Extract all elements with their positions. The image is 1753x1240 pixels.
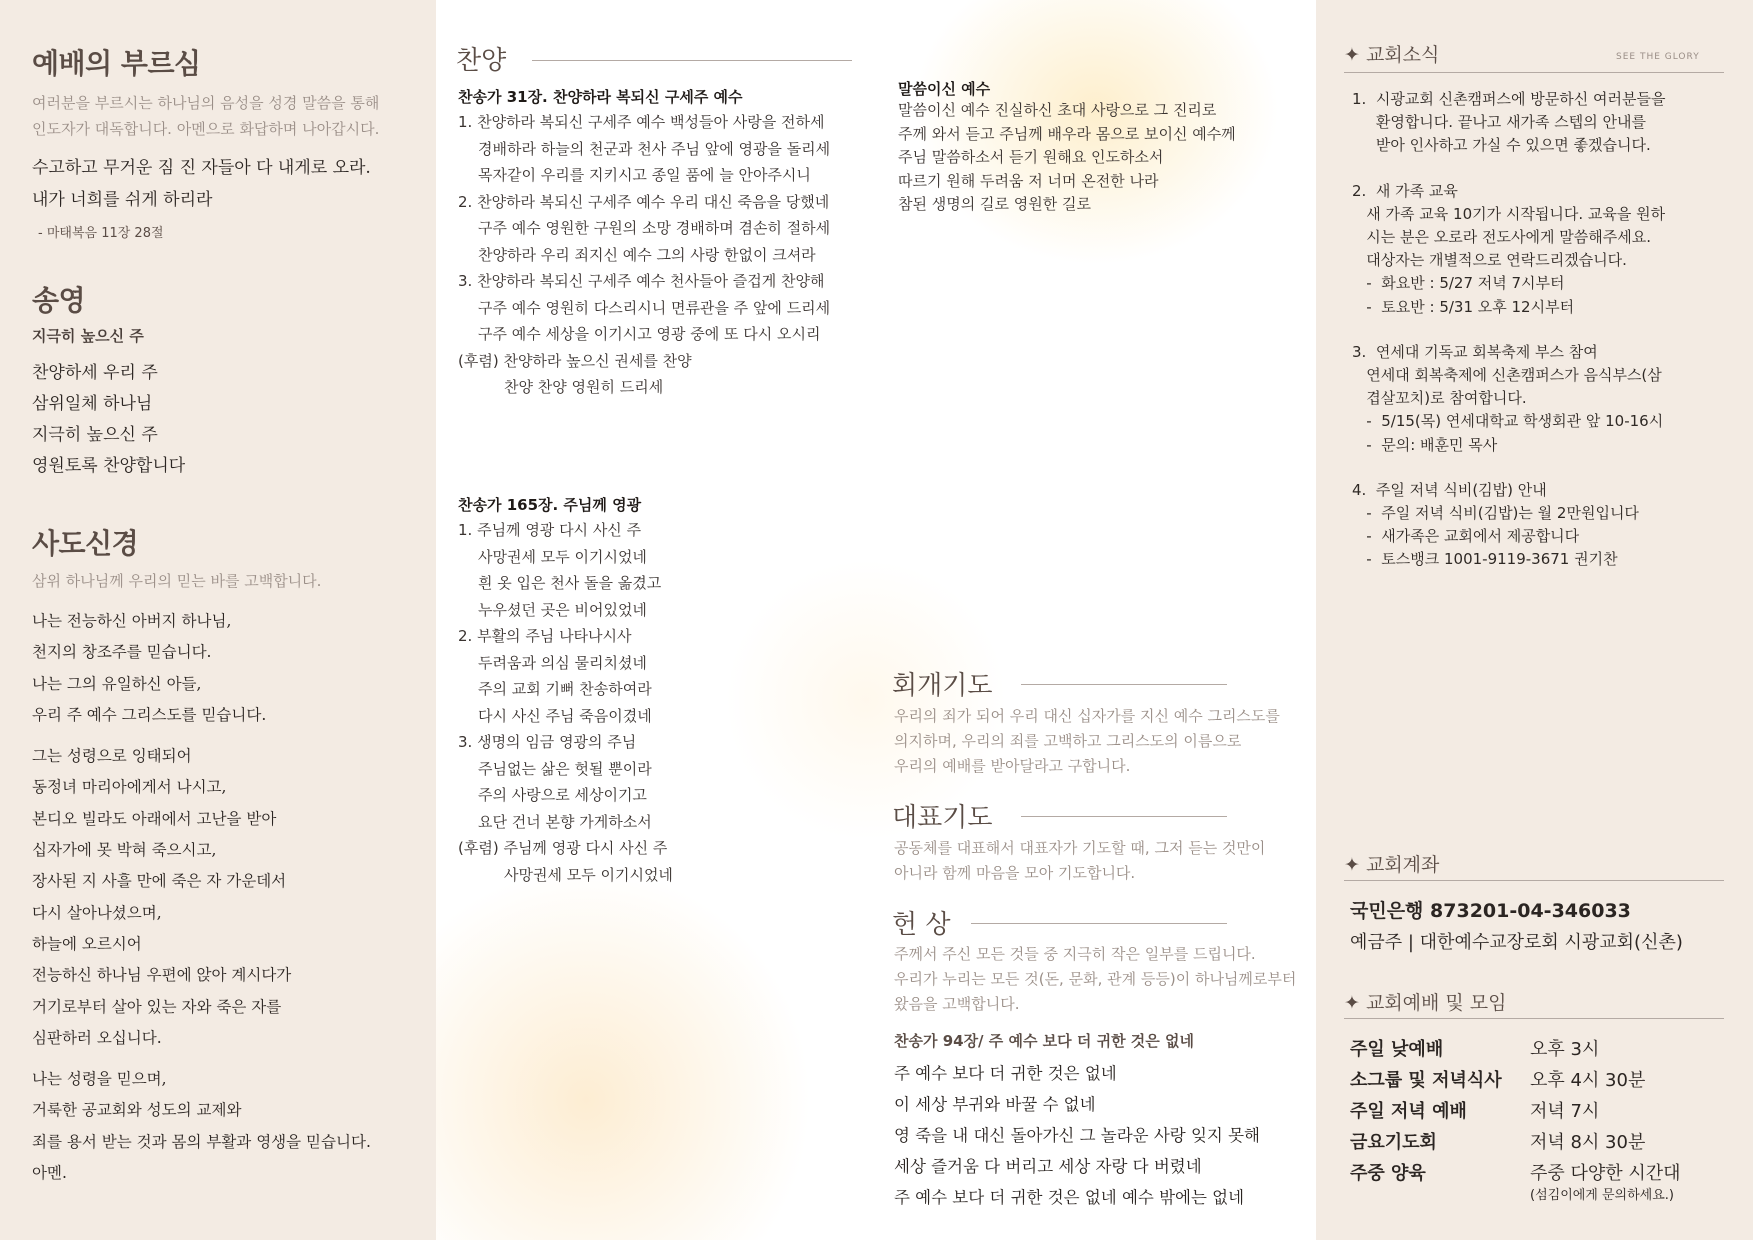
lyric-line: 두려움과 의심 물리치셨네: [478, 653, 647, 672]
news-line: 환영합니다. 끝나고 새가족 스텝의 안내를: [1352, 113, 1647, 132]
text-line: 공동체를 대표해서 대표자가 기도할 때, 그저 듣는 것만이: [894, 839, 1266, 857]
news-line: 2. 새 가족 교육: [1352, 181, 1458, 200]
left-panel: [0, 0, 436, 1240]
lyric-line: (후렴) 찬양하라 높으신 권세를 찬양: [458, 351, 692, 370]
creed-intro: 삼위 하나님께 우리의 믿는 바를 고백합니다.: [32, 572, 322, 590]
creed-line: 동정녀 마리아에게서 나시고,: [32, 778, 227, 797]
creed-title: 사도신경: [32, 527, 139, 560]
creed-line: 다시 살아나셨으며,: [32, 903, 162, 922]
repentance-prayer-title: 회개기도: [892, 671, 993, 701]
lyric-line: 참된 생명의 길로 영원한 길로: [898, 195, 1091, 213]
verse-reference: - 마태복음 11장 28절: [38, 226, 164, 241]
creed-paragraph-2: [32, 741, 404, 1054]
word-jesus-title: 말씀이신 예수: [898, 80, 991, 98]
scripture-verse: [32, 152, 404, 216]
praise-title: 찬양: [456, 46, 507, 76]
text-line: 우리의 예배를 받아달라고 구합니다.: [894, 757, 1131, 775]
representative-prayer-title: 대표기도: [892, 803, 993, 833]
news-item-1: [1352, 88, 1742, 158]
doxology-title: 송영: [32, 284, 86, 317]
schedule-label: 주일 저녁 예배: [1350, 1101, 1467, 1122]
creed-line: 거룩한 공교회와 성도의 교제와: [32, 1101, 242, 1120]
text-line: 주께서 주신 모든 것들 중 지극히 작은 일부를 드립니다.: [894, 945, 1256, 963]
bank-account: 국민은행 873201-04-346033: [1350, 900, 1631, 922]
news-line: - 토요반 : 5/31 오후 12시부터: [1352, 297, 1575, 316]
schedule-time: 저녁 8시 30분: [1530, 1132, 1646, 1153]
lyric-line: 누우셨던 곳은 비어있었네: [478, 600, 647, 619]
lyric-line: (후렴) 주님께 영광 다시 사신 주: [458, 839, 668, 857]
lyric-line: 이 세상 부귀와 바꿀 수 없네: [894, 1095, 1096, 1114]
repentance-text: [894, 704, 1280, 779]
creed-line: 십자가에 못 박혀 죽으시고,: [32, 841, 217, 860]
repentance-rule: [1021, 684, 1227, 685]
lyric-line: 구주 예수 세상을 이기시고 영광 중에 또 다시 오시리: [478, 325, 821, 343]
creed-line: 우리 주 예수 그리스도를 믿습니다.: [32, 705, 267, 724]
lyric-line: 주님 말씀하소서 듣기 원해요 인도하소서: [898, 148, 1164, 166]
news-line: 겹살꼬치)로 참여합니다.: [1352, 389, 1527, 408]
representative-rule: [1021, 816, 1227, 817]
lyric-line: 3. 생명의 임금 영광의 주님: [458, 733, 637, 751]
news-line: 3. 연세대 기독교 회복축제 부스 참여: [1352, 342, 1598, 361]
news-list: [1352, 88, 1742, 572]
creed-line: 나는 성령을 믿으며,: [32, 1070, 167, 1089]
lyric-line: 경배하라 하늘의 천군과 천사 주님 앞에 영광을 돌리세: [478, 139, 831, 158]
creed-line: 전능하신 하나님 우편에 앉아 계시다가: [32, 966, 292, 985]
lyric-line: 목자같이 우리를 지키시고 종일 품에 늘 안아주시니: [478, 166, 811, 184]
lyric-line: 3. 찬양하라 복되신 구세주 예수 천사들아 즐겁게 찬양해: [458, 272, 825, 290]
creed-line: 천지의 창조주를 믿습니다.: [32, 643, 212, 662]
offering-hymn-lyrics: [894, 1058, 1260, 1213]
lyric-line: 사망권세 모두 이기시었네: [504, 865, 673, 884]
schedule-note: (섬김이에게 문의하세요.): [1530, 1188, 1674, 1203]
hymn-165: [458, 494, 878, 888]
creed-paragraph-3: [32, 1064, 404, 1189]
offering-hymn-title: 찬송가 94장/ 주 예수 보다 더 귀한 것은 없네: [894, 1032, 1194, 1050]
verse-line: 내가 너희를 쉬게 하리라: [32, 190, 213, 210]
lyric-line: 2. 부활의 주님 나타나시사: [458, 627, 632, 645]
schedule-label: 주일 낮예배: [1350, 1039, 1444, 1060]
lyric-line: 영 죽을 내 대신 돌아가신 그 놀라운 사랑 잊지 못해: [894, 1126, 1260, 1145]
text-line: 의지하며, 우리의 죄를 고백하고 그리스도의 이름으로: [894, 732, 1242, 750]
see-the-glory-tagline: SEE THE GLORY: [1616, 52, 1700, 62]
creed-line: 나는 전능하신 아버지 하나님,: [32, 612, 232, 630]
schedule-label: 금요기도회: [1350, 1132, 1437, 1153]
lyric-line: 삼위일체 하나님: [32, 394, 153, 414]
lyric-line: 찬양 찬양 영원히 드리세: [504, 378, 664, 396]
schedule-label: 소그룹 및 저녁식사: [1350, 1070, 1502, 1091]
lyric-line: 주의 교회 기뻐 찬송하여라: [478, 680, 652, 698]
lyric-line: 주 예수 보다 더 귀한 것은 없네 예수 밖에는 없네: [894, 1188, 1245, 1207]
text-line: 우리가 누리는 모든 것(돈, 문화, 관계 등등)이 하나님께로부터: [894, 970, 1297, 988]
praise-title-rule: [532, 60, 852, 61]
lyric-line: 흰 옷 입은 천사 돌을 옮겼고: [478, 574, 662, 592]
lyric-line: 주의 사랑으로 세상이기고: [478, 786, 647, 804]
lyric-line: 구주 예수 영원한 구원의 소망 경배하며 겸손히 절하세: [478, 219, 831, 237]
hymn-165-lyrics: [458, 517, 878, 888]
word-jesus-lyrics: [898, 99, 1298, 217]
news-line: - 주일 저녁 식비(김밥)는 월 2만원입니다: [1352, 504, 1639, 523]
news-line: 시는 분은 오로라 전도사에게 말씀해주세요.: [1352, 228, 1651, 247]
schedule-time: 오후 3시: [1530, 1039, 1600, 1060]
schedule-time: 주중 다양한 시간대: [1530, 1163, 1681, 1184]
news-item-3: [1352, 341, 1742, 457]
creed-line: 거기로부터 살아 있는 자와 죽은 자를: [32, 997, 282, 1016]
news-item-4: [1352, 479, 1742, 572]
lyric-line: 지극히 높으신 주: [32, 425, 158, 445]
lyric-line: 찬양하세 우리 주: [32, 363, 158, 383]
church-account-title: ✦ 교회계좌: [1344, 854, 1440, 876]
hymn-165-title: 찬송가 165장. 주님께 영광: [458, 496, 642, 514]
news-line: - 5/15(목) 연세대학교 학생회관 앞 10-16시: [1352, 412, 1664, 431]
schedule-time: 저녁 7시: [1530, 1101, 1600, 1122]
account-rule: [1344, 880, 1724, 881]
news-line: 새 가족 교육 10기가 시작됩니다. 교육을 원하: [1352, 204, 1666, 223]
creed-line: 나는 그의 유일하신 아들,: [32, 674, 202, 693]
lyric-line: 요단 건너 본향 가게하소서: [478, 812, 652, 831]
lyric-line: 다시 사신 주님 죽음이겼네: [478, 706, 652, 725]
lyric-line: 따르기 원해 두려움 저 너머 온전한 나라: [898, 171, 1159, 190]
schedule-time: 오후 4시 30분: [1530, 1070, 1646, 1091]
representative-text: [894, 836, 1265, 886]
lyric-line: 구주 예수 영원히 다스리시니 면류관을 주 앞에 드리세: [478, 298, 831, 317]
creed-line: 하늘에 오르시어: [32, 934, 142, 953]
creed-line: 그는 성령으로 잉태되어: [32, 747, 192, 766]
hymn-31-title: 찬송가 31장. 찬양하라 복되신 구세주 예수: [458, 88, 743, 106]
lyric-line: 영원토록 찬양합니다: [32, 456, 186, 476]
lyric-line: 찬양하라 우리 죄지신 예수 그의 사랑 한없이 크셔라: [478, 245, 816, 264]
lyric-line: 1. 주님께 영광 다시 사신 주: [458, 521, 642, 539]
text-line: 아니라 함께 마음을 모아 기도합니다.: [894, 864, 1136, 882]
lyric-line: 2. 찬양하라 복되신 구세주 예수 우리 대신 죽음을 당했네: [458, 192, 830, 211]
middle-panel: [436, 0, 1316, 1240]
text-line: 왔음을 고백합니다.: [894, 995, 1020, 1013]
call-intro: [32, 90, 404, 142]
lyric-line: 세상 즐거움 다 버리고 세상 자랑 다 버렸네: [894, 1157, 1202, 1176]
news-line: - 화요반 : 5/27 저녁 7시부터: [1352, 274, 1565, 293]
verse-line: 수고하고 무거운 짐 진 자들아 다 내게로 오라.: [32, 158, 371, 178]
call-intro-line: 여러분을 부르시는 하나님의 음성을 성경 말씀을 통해: [32, 94, 380, 112]
offering-text: [894, 942, 1296, 1017]
news-line: - 문의: 배훈민 목사: [1352, 435, 1498, 454]
creed-line: 죄를 용서 받는 것과 몸의 부활과 영생을 믿습니다.: [32, 1132, 371, 1151]
doxology-lyrics: [32, 358, 404, 482]
news-item-2: [1352, 180, 1742, 319]
church-news-title: ✦ 교회소식: [1344, 44, 1440, 66]
text-line: 우리의 죄가 되어 우리 대신 십자가를 지신 예수 그리스도를: [894, 707, 1280, 725]
doxology-subtitle: 지극히 높으신 주: [32, 327, 144, 345]
news-line: 1. 시광교회 신촌캠퍼스에 방문하신 여러분들을: [1352, 90, 1666, 108]
word-jesus-song: [898, 78, 1298, 217]
creed-line: 아멘.: [32, 1164, 67, 1183]
creed-line: 본디오 빌라도 아래에서 고난을 받아: [32, 809, 277, 828]
news-line: 받아 인사하고 가실 수 있으면 좋겠습니다.: [1352, 136, 1651, 155]
hymn-31: [458, 86, 878, 401]
creed-line: 심판하러 오십니다.: [32, 1028, 162, 1047]
creed-paragraph-1: [32, 606, 404, 731]
news-line: 대상자는 개별적으로 연락드리겠습니다.: [1352, 251, 1627, 270]
news-line: 연세대 회복축제에 신촌캠퍼스가 음식부스(삼: [1352, 366, 1662, 385]
offering-rule: [971, 923, 1227, 924]
lyric-line: 주님없는 삶은 헛될 뿐이라: [478, 759, 652, 778]
news-line: 4. 주일 저녁 식비(김밥) 안내: [1352, 480, 1547, 499]
right-panel: [1316, 0, 1753, 1240]
hymn-31-lyrics: [458, 109, 878, 401]
lyric-line: 말씀이신 예수 진실하신 초대 사랑으로 그 진리로: [898, 101, 1217, 119]
news-line: - 토스뱅크 1001-9119-3671 권기찬: [1352, 550, 1618, 569]
schedule-rule: [1344, 1018, 1724, 1019]
schedule-label: 주중 양육: [1350, 1163, 1426, 1184]
creed-line: 장사된 지 사흘 만에 죽은 자 가운데서: [32, 872, 287, 891]
news-rule: [1344, 72, 1724, 73]
offering-title: 헌 상: [892, 910, 951, 940]
lyric-line: 1. 찬양하라 복되신 구세주 예수 백성들아 사랑을 전하세: [458, 113, 825, 131]
lyric-line: 사망권세 모두 이기시었네: [478, 547, 647, 566]
lyric-line: 주 예수 보다 더 귀한 것은 없네: [894, 1064, 1117, 1083]
call-intro-line: 인도자가 대독합니다. 아멘으로 화답하며 나아갑시다.: [32, 120, 380, 138]
news-line: - 새가족은 교회에서 제공합니다: [1352, 527, 1580, 546]
worship-schedule-title: ✦ 교회예배 및 모임: [1344, 992, 1507, 1014]
account-holder: 예금주 | 대한예수교장로회 시광교회(신촌): [1350, 932, 1683, 953]
lyric-line: 주께 와서 듣고 주님께 배우라 몸으로 보이신 예수께: [898, 124, 1236, 143]
call-to-worship-title: 예배의 부르심: [32, 47, 201, 80]
